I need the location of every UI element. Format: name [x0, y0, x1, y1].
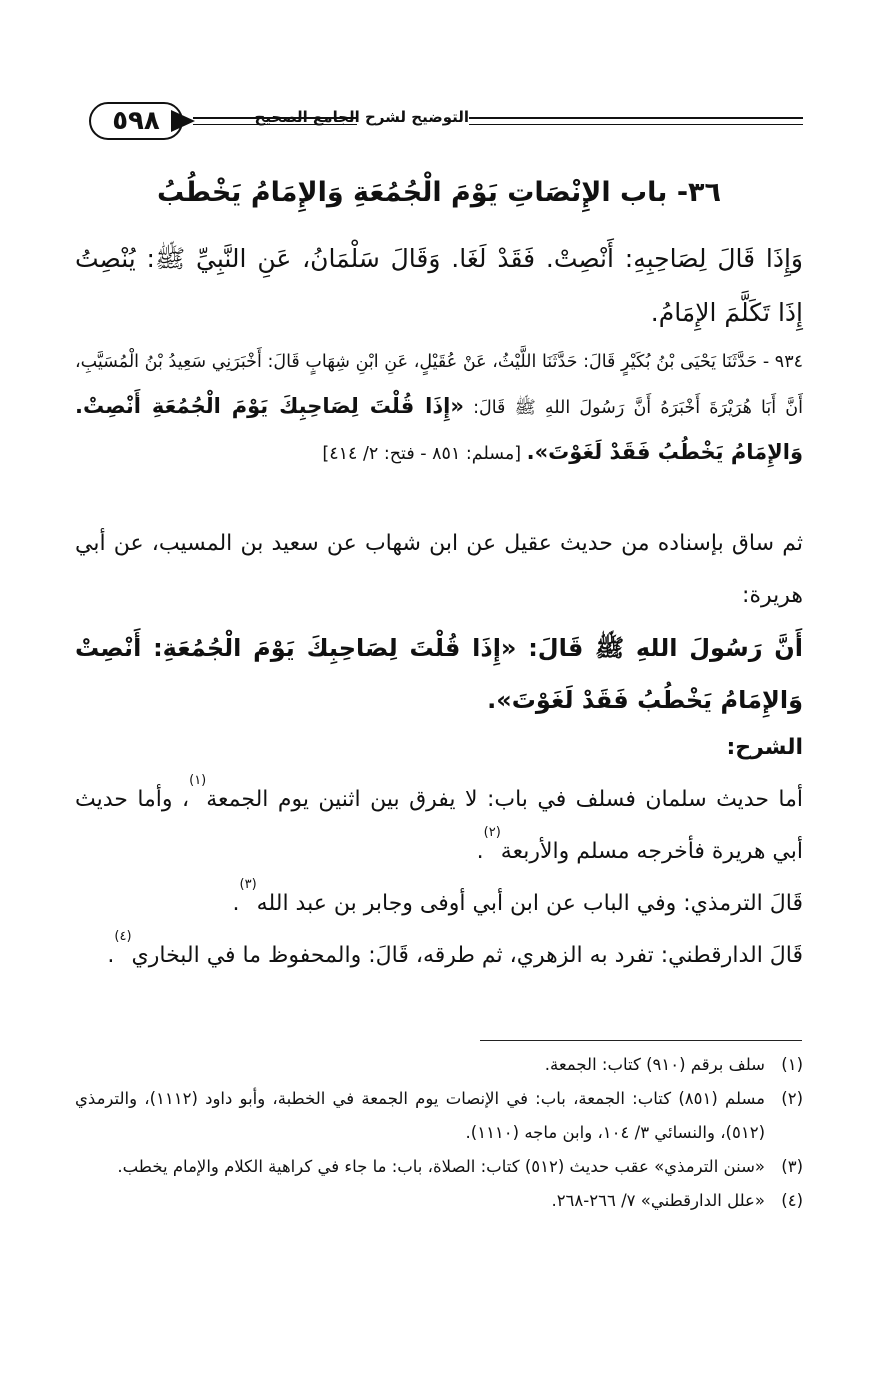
footnote-text: مسلم (٨٥١) كتاب: الجمعة، باب: في الإنصات يوم الجمعة في الخطبة، وأبو داود (١١١٢)، والترمذي (٥١٢)، والنسائي ٣/ ١٠٤، وابن ماجه (١١١٠).: [75, 1089, 766, 1142]
chapter-matn: وَإِذَا قَالَ لِصَاحِبِهِ: أَنْصِتْ. فَقَدْ لَغَا. وَقَالَ سَلْمَانُ، عَنِ النَّبِيِّ ﷺ: يُنْصِتُ إِذَا تَكَلَّمَ الإِمَامُ.: [75, 244, 803, 327]
commentary-paragraph-3: [75, 930, 803, 982]
hadith-matn: «إِذَا قُلْتَ لِصَاحِبِكَ يَوْمَ الْجُمُعَةِ أَنْصِتْ. وَالإِمَامُ يَخْطُبُ فَقَدْ لَغَوْتَ».: [75, 394, 803, 464]
footnote-ref-1[interactable]: (١): [189, 773, 207, 788]
sharh-heading-block: [75, 722, 803, 774]
p2-end: .: [232, 891, 240, 916]
sharh-heading: الشرح:: [726, 735, 803, 760]
footnote-text: «سنن الترمذي» عقب حديث (٥١٢) كتاب: الصلاة، باب: ما جاء في كراهية الكلام والإمام يخطب.: [117, 1157, 765, 1176]
p1-text-a: أما حديث سلمان فسلف في باب: لا يفرق بين اثنين يوم الجمعة: [206, 787, 803, 812]
commentary-quote: [75, 622, 803, 726]
p3-end: .: [107, 943, 115, 968]
footnote-text: سلف برقم (٩١٠) كتاب: الجمعة.: [544, 1055, 765, 1074]
footnote: [75, 1082, 803, 1150]
running-title: التوضيح لشرح الجامع الصحيح: [254, 108, 469, 126]
footnote: [75, 1150, 803, 1184]
intro-paragraph: ثم ساق بإسناده من حديث عقيل عن ابن شهاب عن سعيد بن المسيب، عن أبي هريرة:: [75, 531, 803, 608]
footnote: [75, 1048, 803, 1082]
footnote-number: (٣): [781, 1157, 803, 1176]
commentary-paragraph-2: [75, 878, 803, 930]
commentary-paragraph-1: [75, 774, 803, 878]
hadith-reference: [مسلم: ٨٥١ - فتح: ٢/ ٤١٤]: [322, 444, 522, 464]
footnote-ref-4[interactable]: (٤): [114, 929, 132, 944]
footnote-number: (٤): [781, 1191, 803, 1210]
footnote-separator: [480, 1040, 802, 1041]
footnote-ref-2[interactable]: (٢): [483, 825, 501, 840]
footnote-text: «علل الدارقطني» ٧/ ٢٦٦-٢٦٨.: [551, 1191, 765, 1210]
footnote-ref-3[interactable]: (٣): [239, 877, 257, 892]
page-number: ٥٩٨: [112, 106, 160, 136]
page-number-badge: [75, 102, 201, 142]
footnote: [75, 1184, 803, 1218]
p1-end: .: [476, 839, 484, 864]
running-header: [75, 100, 803, 146]
footnote-number: (١): [781, 1055, 803, 1074]
hadith-block: [75, 340, 803, 476]
footnote-number: (٢): [781, 1089, 803, 1108]
chapter-title: ٣٦- باب الإِنْصَاتِ يَوْمَ الْجُمُعَةِ وَالإِمَامُ يَخْطُبُ: [156, 177, 722, 208]
hadith-isnad: ٩٣٤ - حَدَّثَنَا يَحْيَى بْنُ بُكَيْرٍ قَالَ: حَدَّثَنَا اللَّيْثُ، عَنْ عُقَيْلٍ، عَنِ ابْنِ شِهَابٍ قَالَ: أَخْبَرَنِي سَعِيدُ بْنُ الْمُسَيَّبِ، أَنَّ أَبَا هُرَيْرَةَ أَخْبَرَهُ أَنَّ رَسُولَ اللهِ ﷺ قَالَ:: [75, 352, 803, 418]
footnotes: [75, 1048, 803, 1218]
p3-text: قَالَ الدارقطني: تفرد به الزهري، ثم طرقه، قَالَ: والمحفوظ ما في البخاري: [131, 943, 803, 968]
commentary-intro: [75, 518, 803, 622]
p2-text: قَالَ الترمذي: وفي الباب عن ابن أبي أوفى وجابر بن عبد الله: [256, 891, 803, 916]
quoted-hadith: أَنَّ رَسُولَ اللهِ ﷺ قَالَ: «إِذَا قُلْتَ لِصَاحِبِكَ يَوْمَ الْجُمُعَةِ: أَنْصِتْ وَالإِمَامُ يَخْطُبُ فَقَدْ لَغَوْتَ».: [75, 634, 803, 714]
p1-text-b: ، وأما حديث أبي هريرة فأخرجه مسلم والأربعة: [75, 787, 803, 864]
